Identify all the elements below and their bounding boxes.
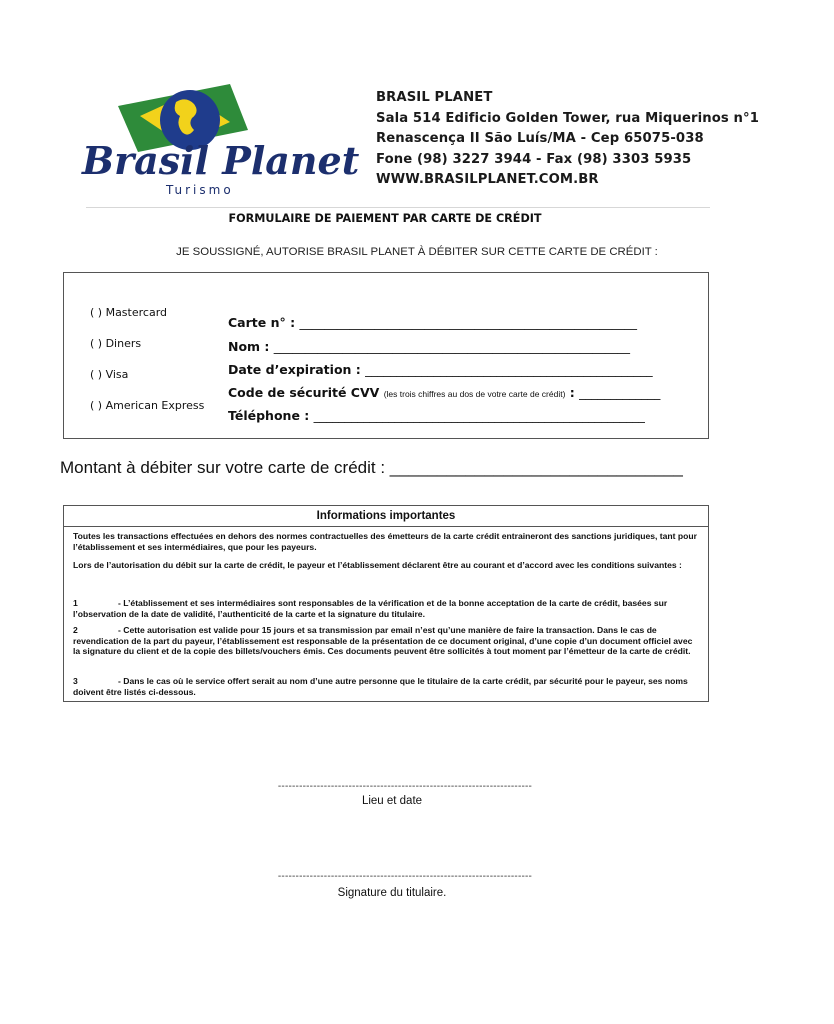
cvv-line[interactable]: _____________ xyxy=(579,385,661,400)
card-number-line[interactable]: ______________________________________________________ xyxy=(299,315,637,330)
card-type-mastercard[interactable]: ( ) Mastercard xyxy=(90,306,167,319)
info-intro: Toutes les transactions effectuées en dehors des normes contractuelles des émetteurs de la carte crédit entraineront des sanctions juridiques, tant pour l’établissement et ses intermédiaires, que pour les payeurs. xyxy=(73,531,698,552)
name-label: Nom : xyxy=(228,339,270,354)
place-date-label: Lieu et date xyxy=(361,795,423,807)
cvv-note: (les trois chiffres au dos de votre carte de crédit) xyxy=(383,389,566,399)
phone-label: Téléphone : xyxy=(228,408,310,423)
info-item-number: 2 xyxy=(73,625,78,635)
card-number-field[interactable] xyxy=(228,315,637,330)
info-title: Informations importantes xyxy=(316,510,456,522)
expiry-line[interactable]: ______________________________________________ xyxy=(365,362,653,377)
name-field[interactable] xyxy=(228,339,630,354)
info-item-number: 3 xyxy=(73,676,78,686)
place-date-line[interactable]: ------------------------------------------------------------------------ xyxy=(277,781,533,792)
card-number-label: Carte n° : xyxy=(228,315,296,330)
info-item-1 xyxy=(73,598,701,619)
brasil-planet-logo xyxy=(80,78,360,198)
cvv-colon: : xyxy=(569,385,575,400)
cvv-label: Code de sécurité CVV xyxy=(228,385,380,400)
info-item-text: - Cette autorisation est valide pour 15 jours et sa transmission par email n’est qu’une manière de faire la transaction. Dans le cas de revendication de la part du payeur, l’établissement est responsable de la présentation de ce document original, d’une copie d’un document officiel avec la signature du client et de la copie des billets/vouchers émis. Ces documents peuvent être sollicités à tout moment par l’émetteur de la carte de crédit. xyxy=(73,625,693,656)
company-city: Renascença II São Luís/MA - Cep 65075-038 xyxy=(376,131,704,146)
signature-line[interactable]: ------------------------------------------------------------------------ xyxy=(277,871,533,882)
amount-field[interactable]: Montant à débiter sur votre carte de crédit : _______________________________ xyxy=(60,458,683,477)
company-info xyxy=(376,88,759,191)
name-line[interactable]: _________________________________________________________ xyxy=(273,339,631,354)
authorization-statement: JE SOUSSIGNÉ, AUTORISE BRASIL PLANET À DÉBITER SUR CETTE CARTE DE CRÉDIT : xyxy=(176,246,658,258)
card-type-american-express[interactable]: ( ) American Express xyxy=(90,399,205,412)
logo-graphic xyxy=(80,78,360,198)
card-type-diners[interactable]: ( ) Diners xyxy=(90,337,142,350)
logo-text: Brasil Planet xyxy=(82,138,360,183)
company-phone: Fone (98) 3227 3944 - Fax (98) 3303 5935 xyxy=(376,151,692,167)
phone-line[interactable]: _____________________________________________________ xyxy=(313,408,645,423)
info-item-text: - Dans le cas où le service offert serait au nom d’une autre personne que le titulaire de la carte crédit, par sécurité pour le payeur, ses noms doivent être listés ci-dessous. xyxy=(73,676,688,697)
company-address: Sala 514 Edificio Golden Tower, rua Miquerinos n°1 xyxy=(376,110,759,126)
info-title-divider xyxy=(63,526,709,527)
expiry-field[interactable] xyxy=(228,362,653,377)
info-item-3 xyxy=(73,676,701,697)
company-name: BRASIL PLANET xyxy=(376,90,493,105)
card-type-visa[interactable]: ( ) Visa xyxy=(90,368,129,381)
info-item-number: 1 xyxy=(73,598,78,608)
company-website: WWW.BRASILPLANET.COM.BR xyxy=(376,172,599,187)
info-item-text: - L’établissement et ses intermédiaires sont responsables de la vérification et de la bonne acceptation de la carte de crédit, basées sur l’observation de la date de validité, l’authenticité de la carte et la signature du titulaire. xyxy=(73,598,668,619)
header-divider xyxy=(86,207,710,208)
info-conditions: Lors de l’autorisation du débit sur la carte de crédit, le payeur et l’établissement déclarent être au courant et d’accord avec les conditions suivantes : xyxy=(73,560,682,570)
signature-label: Signature du titulaire. xyxy=(337,887,447,899)
info-item-2 xyxy=(73,625,701,657)
phone-field[interactable] xyxy=(228,408,645,423)
logo-subtext: Turismo xyxy=(166,183,234,197)
expiry-label: Date d’expiration : xyxy=(228,362,361,377)
form-title: FORMULAIRE DE PAIEMENT PAR CARTE DE CRÉDIT xyxy=(228,212,542,225)
cvv-field[interactable] xyxy=(228,385,660,400)
